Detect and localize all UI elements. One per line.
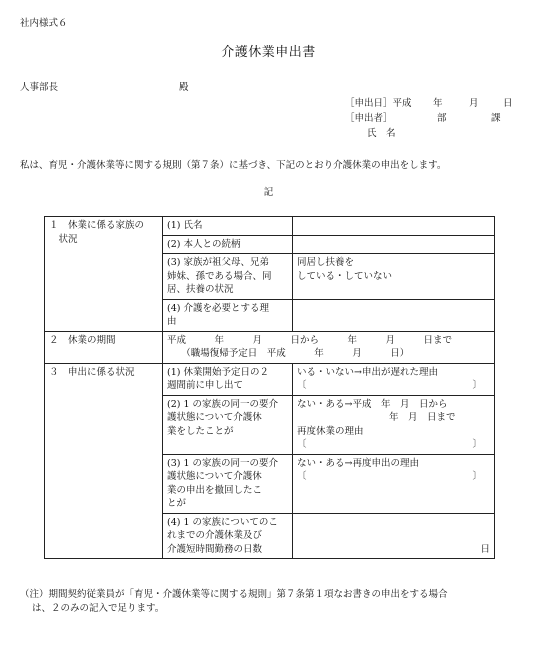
application-date-label: ［申出日］平成 [345, 98, 412, 109]
previous-leave-label: (2) 1 の家族の同一の要介 護状態について介護休 業をしたことが [163, 395, 293, 454]
applicant-block [345, 96, 513, 141]
bracket-close: 〕 [472, 380, 482, 391]
advance-notice-label: (1) 休業開始予定日の２ 週間前に申し出て [163, 363, 293, 395]
advance-notice-field[interactable] [293, 363, 495, 395]
intro-text: 私は、育児・介護休業等に関する規則（第７条）に基づき、下記のとおり介護休業の申出をします。 [20, 160, 447, 171]
bracket-open: 〔 [297, 439, 307, 450]
bracket-open: 〔 [297, 380, 307, 391]
care-reason-field[interactable] [293, 299, 495, 331]
reapply-reason-bracket [297, 470, 490, 484]
table-row [45, 363, 495, 395]
applicant-line [345, 111, 501, 126]
relationship-field[interactable] [293, 235, 495, 254]
date-year: 年 [433, 98, 443, 109]
application-table [44, 216, 495, 559]
withdrawal-field[interactable] [293, 454, 495, 513]
total-days-field[interactable] [293, 513, 495, 559]
previous-leave-field[interactable] [293, 395, 495, 454]
footnote-line-2: は、２のみの記入で足ります。 [32, 603, 165, 614]
relationship-label: (2) 本人との続柄 [163, 235, 293, 254]
leave-period-field[interactable] [163, 331, 495, 363]
previous-leave-end: 年 月 日まで [389, 412, 456, 423]
date-month: 月 [469, 98, 479, 109]
leave-period-line: 平成 年 月 日から 年 月 日まで [167, 334, 453, 346]
table-row [45, 331, 495, 363]
previous-leave-option: ない・ある→平成 年 月 日から [297, 398, 448, 410]
applicant-label: ［申出者］ [345, 113, 393, 124]
bracket-close: 〕 [472, 439, 482, 450]
cohabitation-field[interactable]: 同居し扶養を している・していない [293, 254, 495, 300]
application-date-line [345, 96, 513, 111]
addressee-honorific: 殿 [179, 82, 189, 93]
footnote-line-1: （注）期間契約従業員が「育児・介護休業等に関する規則」第７条第１項なお書きの申出をする場合 [20, 589, 448, 600]
department-label: 部 [437, 113, 447, 124]
bracket-close: 〕 [472, 471, 482, 482]
retake-reason-bracket [297, 438, 490, 452]
late-reason-bracket [297, 379, 490, 393]
advance-notice-option: いる・いない→申出が遅れた理由 [297, 366, 438, 378]
document-title: 介護休業申出書 [221, 45, 316, 60]
total-days-label: (4) 1 の家族についてのこ れまでの介護休業及び 介護短時間勤務の日数 [163, 513, 293, 559]
family-name-label: (1) 氏名 [163, 217, 293, 236]
addressee-name: 人事部長 [20, 82, 59, 93]
form-number: 社内様式６ [20, 18, 68, 29]
withdrawal-option: ない・ある→再度申出の理由 [297, 457, 419, 469]
days-unit: 日 [480, 543, 490, 555]
section-label: 課 [491, 113, 501, 124]
name-line [345, 126, 412, 141]
date-day: 日 [503, 98, 513, 109]
withdrawal-label: (3) 1 の家族の同一の要介 護状態について介護休 業の申出を撤回したこ とが [163, 454, 293, 513]
section3-label: ３ 申出に係る状況 [45, 363, 163, 559]
ki-heading: 記 [263, 187, 274, 198]
family-name-field[interactable] [293, 217, 495, 236]
return-date-line: （職場復帰予定日 平成 年 月 日） [167, 348, 410, 359]
footnote [20, 588, 525, 616]
addressee [20, 82, 189, 95]
name-label: 氏 名 [367, 128, 396, 139]
section2-label: ２ 休業の期間 [45, 331, 163, 363]
bracket-open: 〔 [297, 471, 307, 482]
table-row [45, 217, 495, 236]
cohabitation-label: (3) 家族が祖父母、兄弟 姉妹、孫である場合、同 居、扶養の状況 [163, 254, 293, 300]
care-reason-label: (4) 介護を必要とする理 由 [163, 299, 293, 331]
retake-reason-label: 再度休業の理由 [297, 425, 364, 437]
section1-label: １ 休業に係る家族の 状況 [45, 217, 163, 332]
